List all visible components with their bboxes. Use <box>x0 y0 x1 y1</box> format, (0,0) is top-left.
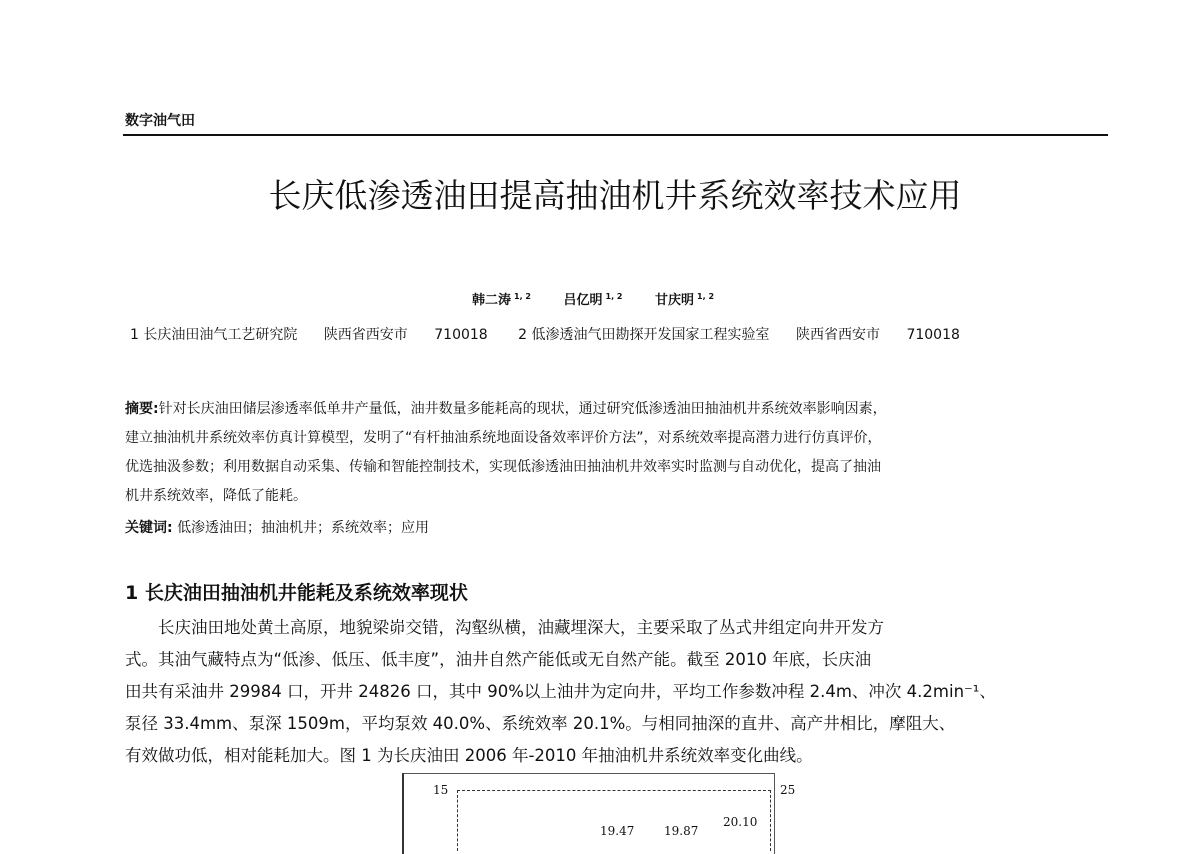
abstract-label: 摘要: <box>125 401 159 417</box>
keywords-label: 关键词: <box>125 520 173 536</box>
affiliations <box>130 324 982 344</box>
body-line: 泵径 33.4mm、泵深 1509m，平均泵效 40.0%、系统效率 20.1%。与相同抽深的直井、高产井相比，摩阻大、 <box>125 714 956 733</box>
author: 吕亿明 $^{1, 2}$ <box>563 291 623 308</box>
affiliation-city: 陕西省西安市 <box>795 327 880 343</box>
affiliation-zip: 710018 <box>434 327 488 343</box>
affiliation-org: 2 低渗透油气田勘探开发国家工程实验室 <box>518 327 770 343</box>
right-axis-tick: 25 <box>780 783 796 797</box>
section-heading: 1 长庆油田抽油机井能耗及系统效率现状 <box>125 582 468 604</box>
abstract-line: 优选抽汲参数；利用数据自动采集、传输和智能控制技术，实现低渗透油田抽油机井效率实时监测与自动优化，提高了抽油 <box>125 459 881 475</box>
abstract-line: 摘要:针对长庆油田储层渗透率低单井产量低，油井数量多能耗高的现状，通过研究低渗透油田抽油机井系统效率影响因素， <box>125 401 887 417</box>
abstract-line: 建立抽油机井系统效率仿真计算模型，发明了“有杆抽油系统地面设备效率评价方法”，对系统效率提高潜力进行仿真评价， <box>125 430 882 446</box>
paper-title: 长庆低渗透油田提高抽油机井系统效率技术应用 <box>268 176 962 215</box>
body-line: 有效做功低，相对能耗加大。图 1 为长庆油田 2006 年-2010 年抽油机井系统效率变化曲线。 <box>125 746 813 765</box>
body-line: 长庆油田地处黄土高原，地貌梁峁交错，沟壑纵横，油藏埋深大，主要采取了丛式井组定向井开发方 <box>158 618 884 637</box>
body-line: 式。其油气藏特点为“低渗、低压、低丰度”，油井自然产能低或无自然产能。截至 2010 年底，长庆油 <box>125 650 872 669</box>
author-list <box>472 289 742 308</box>
affiliation-city: 陕西省西安市 <box>323 327 408 343</box>
keywords: 关键词: 低渗透油田；抽油机井；系统效率；应用 <box>125 520 430 536</box>
abstract-line: 机井系统效率，降低了能耗。 <box>125 488 307 504</box>
author: 韩二涛 $^{1, 2}$ <box>472 291 531 308</box>
affiliation-org: 1 长庆油田油气工艺研究院 <box>130 327 298 343</box>
left-axis-tick: 15 <box>433 783 449 797</box>
data-label: 19.87 <box>664 824 699 838</box>
header-rule <box>123 134 1108 136</box>
data-label: 19.47 <box>600 824 635 838</box>
author: 甘庆明 $^{1, 2}$ <box>655 291 715 308</box>
affiliation-zip: 710018 <box>906 327 960 343</box>
running-header: 数字油气田 <box>125 113 195 129</box>
body-line: 田共有采油井 29984 口，开井 24826 口，其中 90%以上油井为定向井，平均工作参数冲程 2.4m、冲次 4.2min⁻¹、 <box>125 682 996 701</box>
data-label: 20.10 <box>723 815 758 829</box>
